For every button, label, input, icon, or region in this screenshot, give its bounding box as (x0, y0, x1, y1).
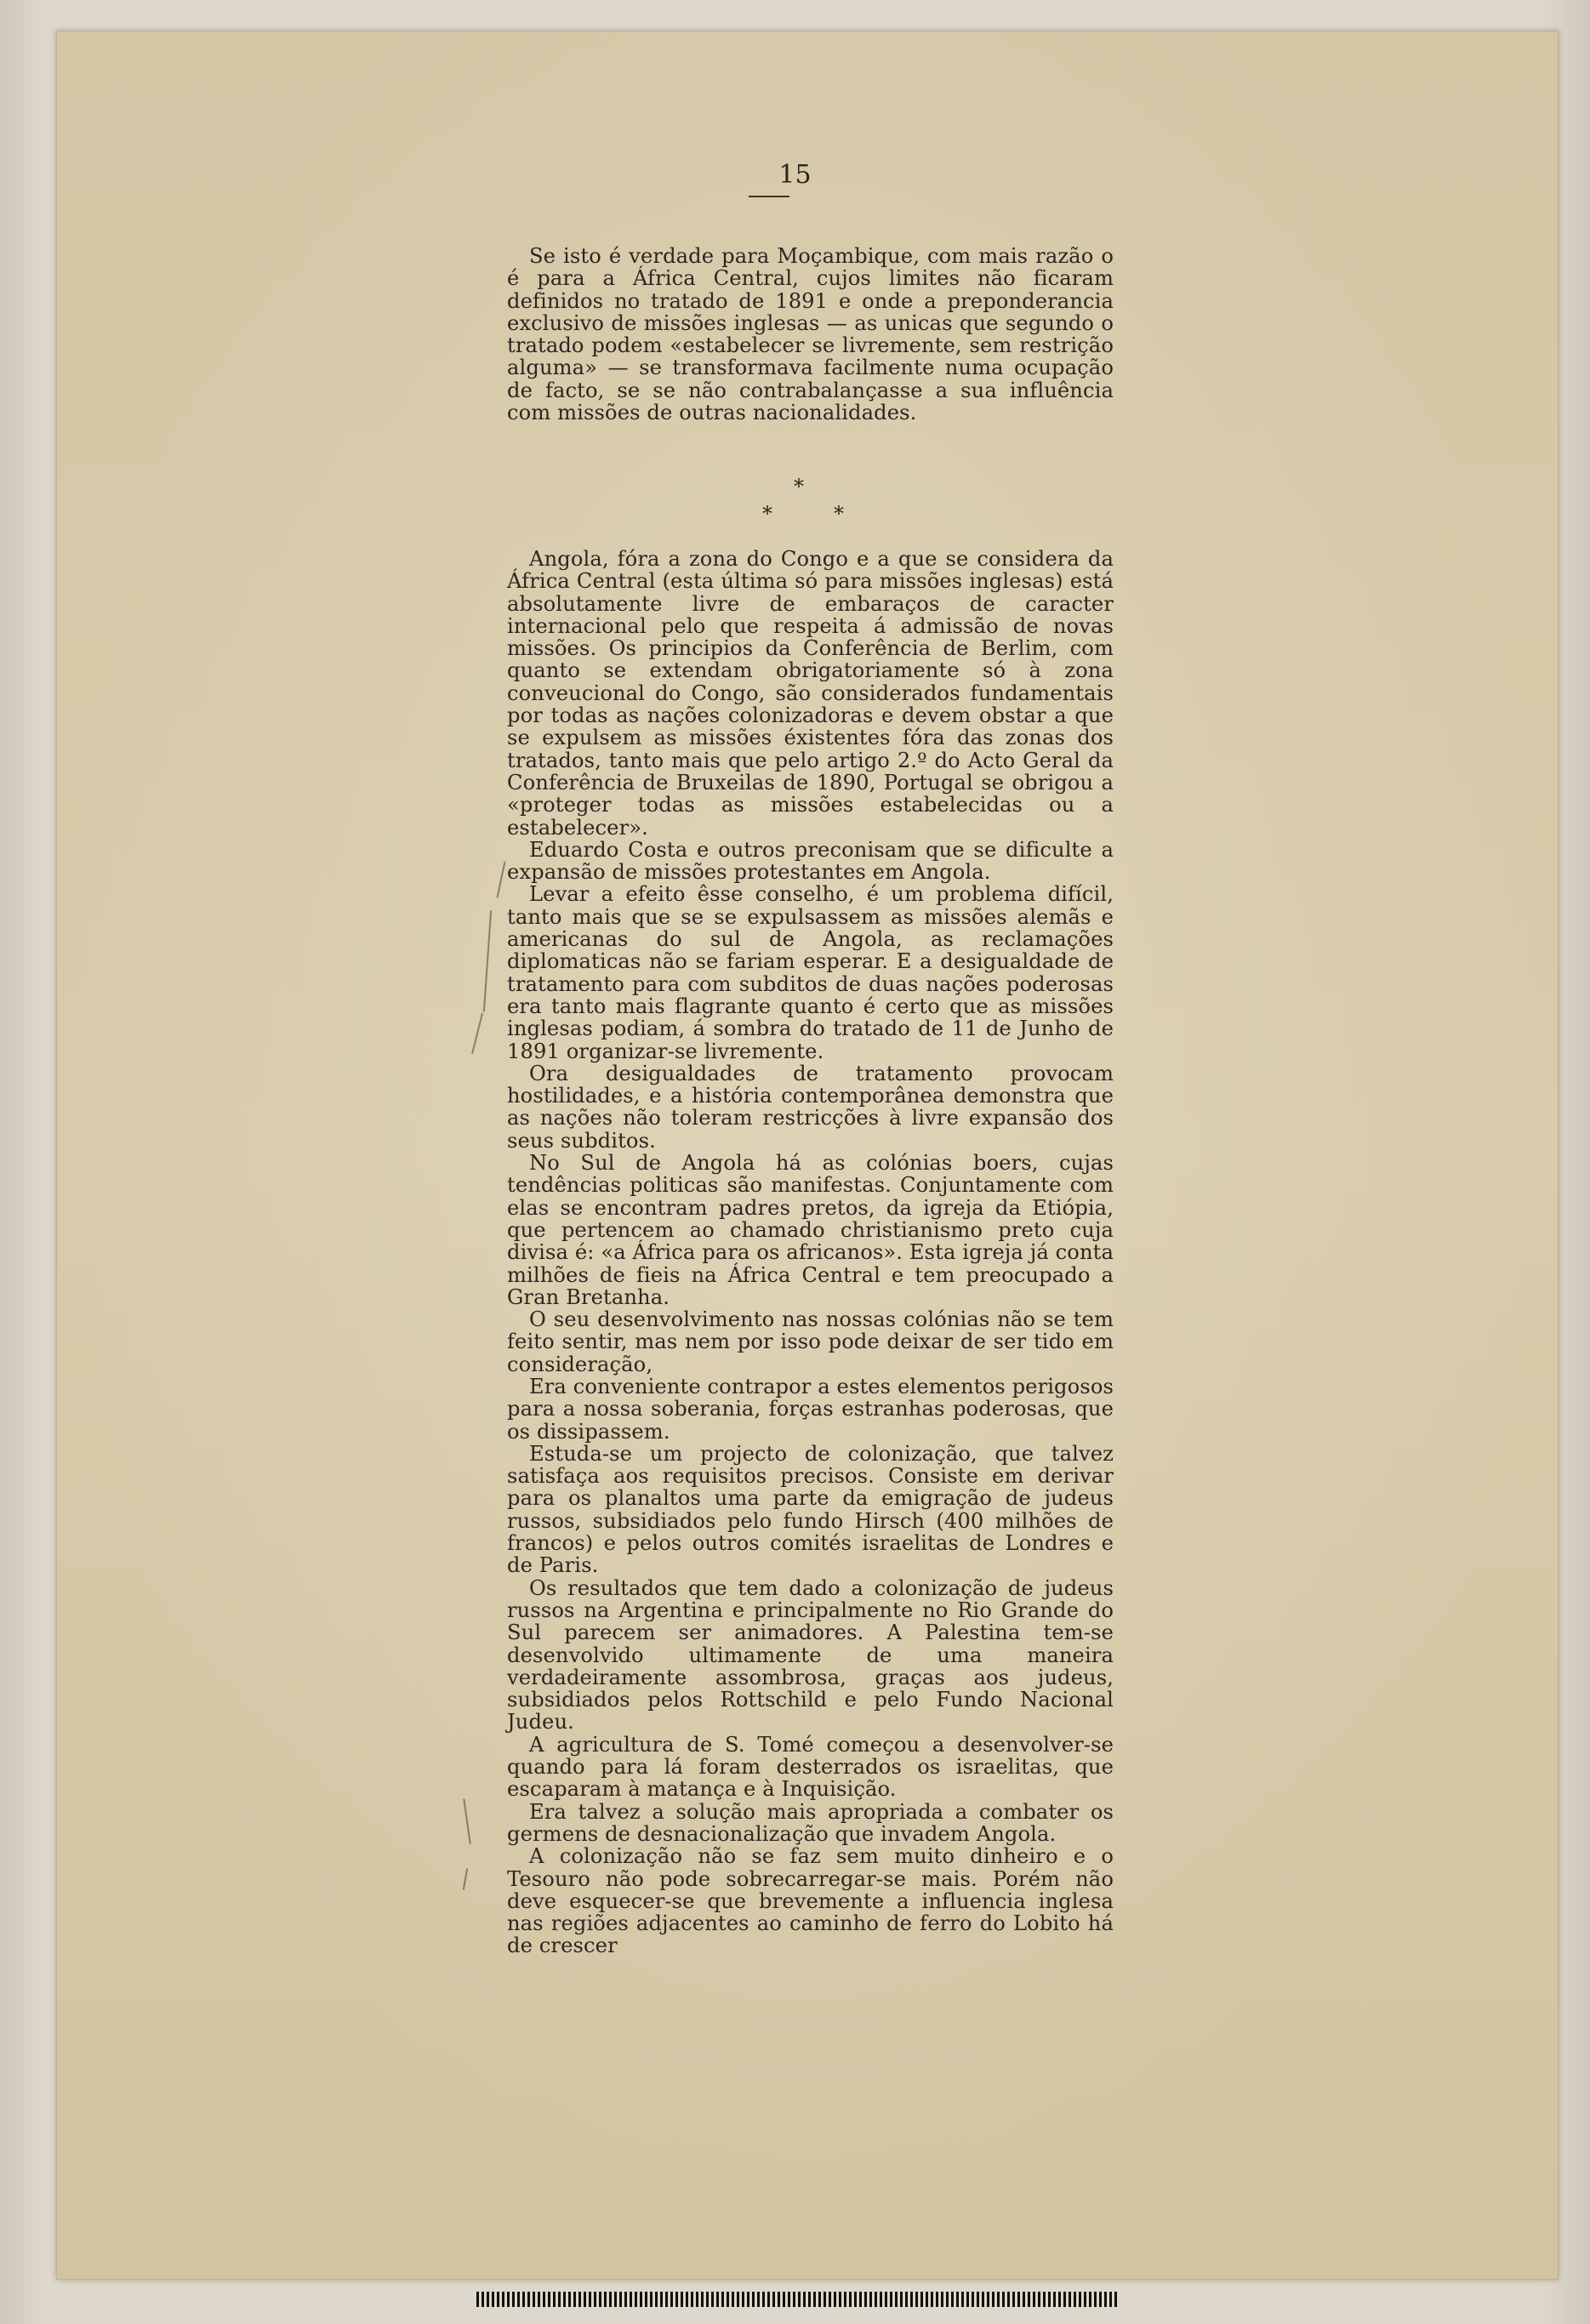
text-block-intro (507, 245, 1114, 424)
paragraph: A agricultura de S. Tomé começou a desenvolver-se quando para lá foram desterrados os israelitas, que escaparam à matança e à Inquisição. (507, 1732, 1114, 1802)
paragraph: Os resultados que tem dado a colonização de judeus russos na Argentina e principalmente no Rio Grande do Sul parecem ser animadores. A Palestina tem-se desenvolvido ultimamente de uma maneira verdadeiramente assombrosa, graças aos judeus, subsidiados pelos Rottschild e pelo Fundo Nacional Judeu. (507, 1575, 1114, 1734)
paragraph: Levar a efeito êsse conselho, é um problema difícil, tanto mais que se se expulsassem as missões alemãs e americanas do sul de Angola, as reclamações diplomaticas não se fariam esperar. E a desigualdade de tratamento para com subditos de duas nações poderosas era tanto mais flagrante quanto é certo que as missões inglesas podiam, á sombra do tratado de 11 de Junho de 1891 organizar-se livremente. (507, 882, 1114, 1063)
paragraph: O seu desenvolvimento nas nossas colónias não se tem feito sentir, mas nem por isso pode deixar de ser tido em consideração, (507, 1307, 1114, 1376)
asterism-star: * (794, 475, 804, 498)
paragraph: Se isto é verdade para Moçambique, com mais razão o é para a África Central, cujos limites não ficaram definidos no tratado de 1891 e onde a preponderancia exclusivo de missões inglesas — as unicas que segundo o tratado podem «estabelecer se livremente, sem restrição alguma» — se transformava facilmente numa ocupação de facto, se se não contrabalançasse a sua influência com missões de outras nacionalidades. (507, 244, 1114, 425)
paragraph: Estuda-se um projecto de colonização, que talvez satisfaça aos requisitos precisos. Consiste em derivar para os planaltos uma parte da emigração de judeus russos, subsidiados pelo fundo Hirsch (400 milhões de francos) e pelos outros comités israelitas de Londres e de Paris. (507, 1441, 1114, 1578)
paragraph: Era talvez a solução mais apropriada a combater os germens de desnacionalização que invadem Angola. (507, 1799, 1114, 1846)
paragraph: Era conveniente contrapor a estes elementos perigosos para a nossa soberania, forças estranhas poderosas, que os dissipassem. (507, 1374, 1114, 1444)
text-block-main (507, 548, 1114, 1957)
paragraph: Ora desigualdades de tratamento provocam hostilidades, e a história contemporânea demonstra que as nações não toleram restricções à livre expansão dos seus subditos. (507, 1061, 1114, 1153)
paragraph: Eduardo Costa e outros preconisam que se dificulte a expansão de missões protestantes em Angola. (507, 837, 1114, 885)
asterism-star: * (762, 502, 772, 526)
paragraph: A colonização não se faz sem muito dinheiro e o Tesouro não pode sobrecarregar-se mais. Porém não deve esquecer-se que brevemente a influencia inglesa nas regiões adjacentes ao caminho de ferro do Lobito há de crescer (507, 1844, 1114, 1958)
paragraph: Angola, fóra a zona do Congo e a que se considera da África Central (esta última só para missões inglesas) está absolutamente livre de embaraços de caracter internacional pelo que respeita á admissão de novas missões. Os principios da Conferência de Berlim, com quanto se extendam obrigatoriamente só à zona conveucional do Congo, são considerados fundamentais por todas as nações colonizadoras e devem obstar a que se expulsem as missões éxistentes fóra das zonas dos tratados, tanto mais que pelo artigo 2.º do Acto Geral da Conferência de Bruxeilas de 1890, Portugal se obrigou a «proteger todas as missões estabelecidas ou a estabelecer». (507, 547, 1114, 840)
paragraph: No Sul de Angola há as colónias boers, cujas tendências politicas são manifestas. Conjuntamente com elas se encontram padres pretos, da igreja da Etiópia, que pertencem ao chamado christianismo preto cuja divisa é: «a África para os africanos». Esta igreja já conta milhões de fieis na África Central e tem preocupado a Gran Bretanha. (507, 1151, 1114, 1309)
asterism-star: * (834, 502, 844, 526)
page-number-underline (749, 196, 789, 197)
page-number: 15 (778, 160, 812, 190)
scan-scale-bar (476, 2292, 1120, 2307)
